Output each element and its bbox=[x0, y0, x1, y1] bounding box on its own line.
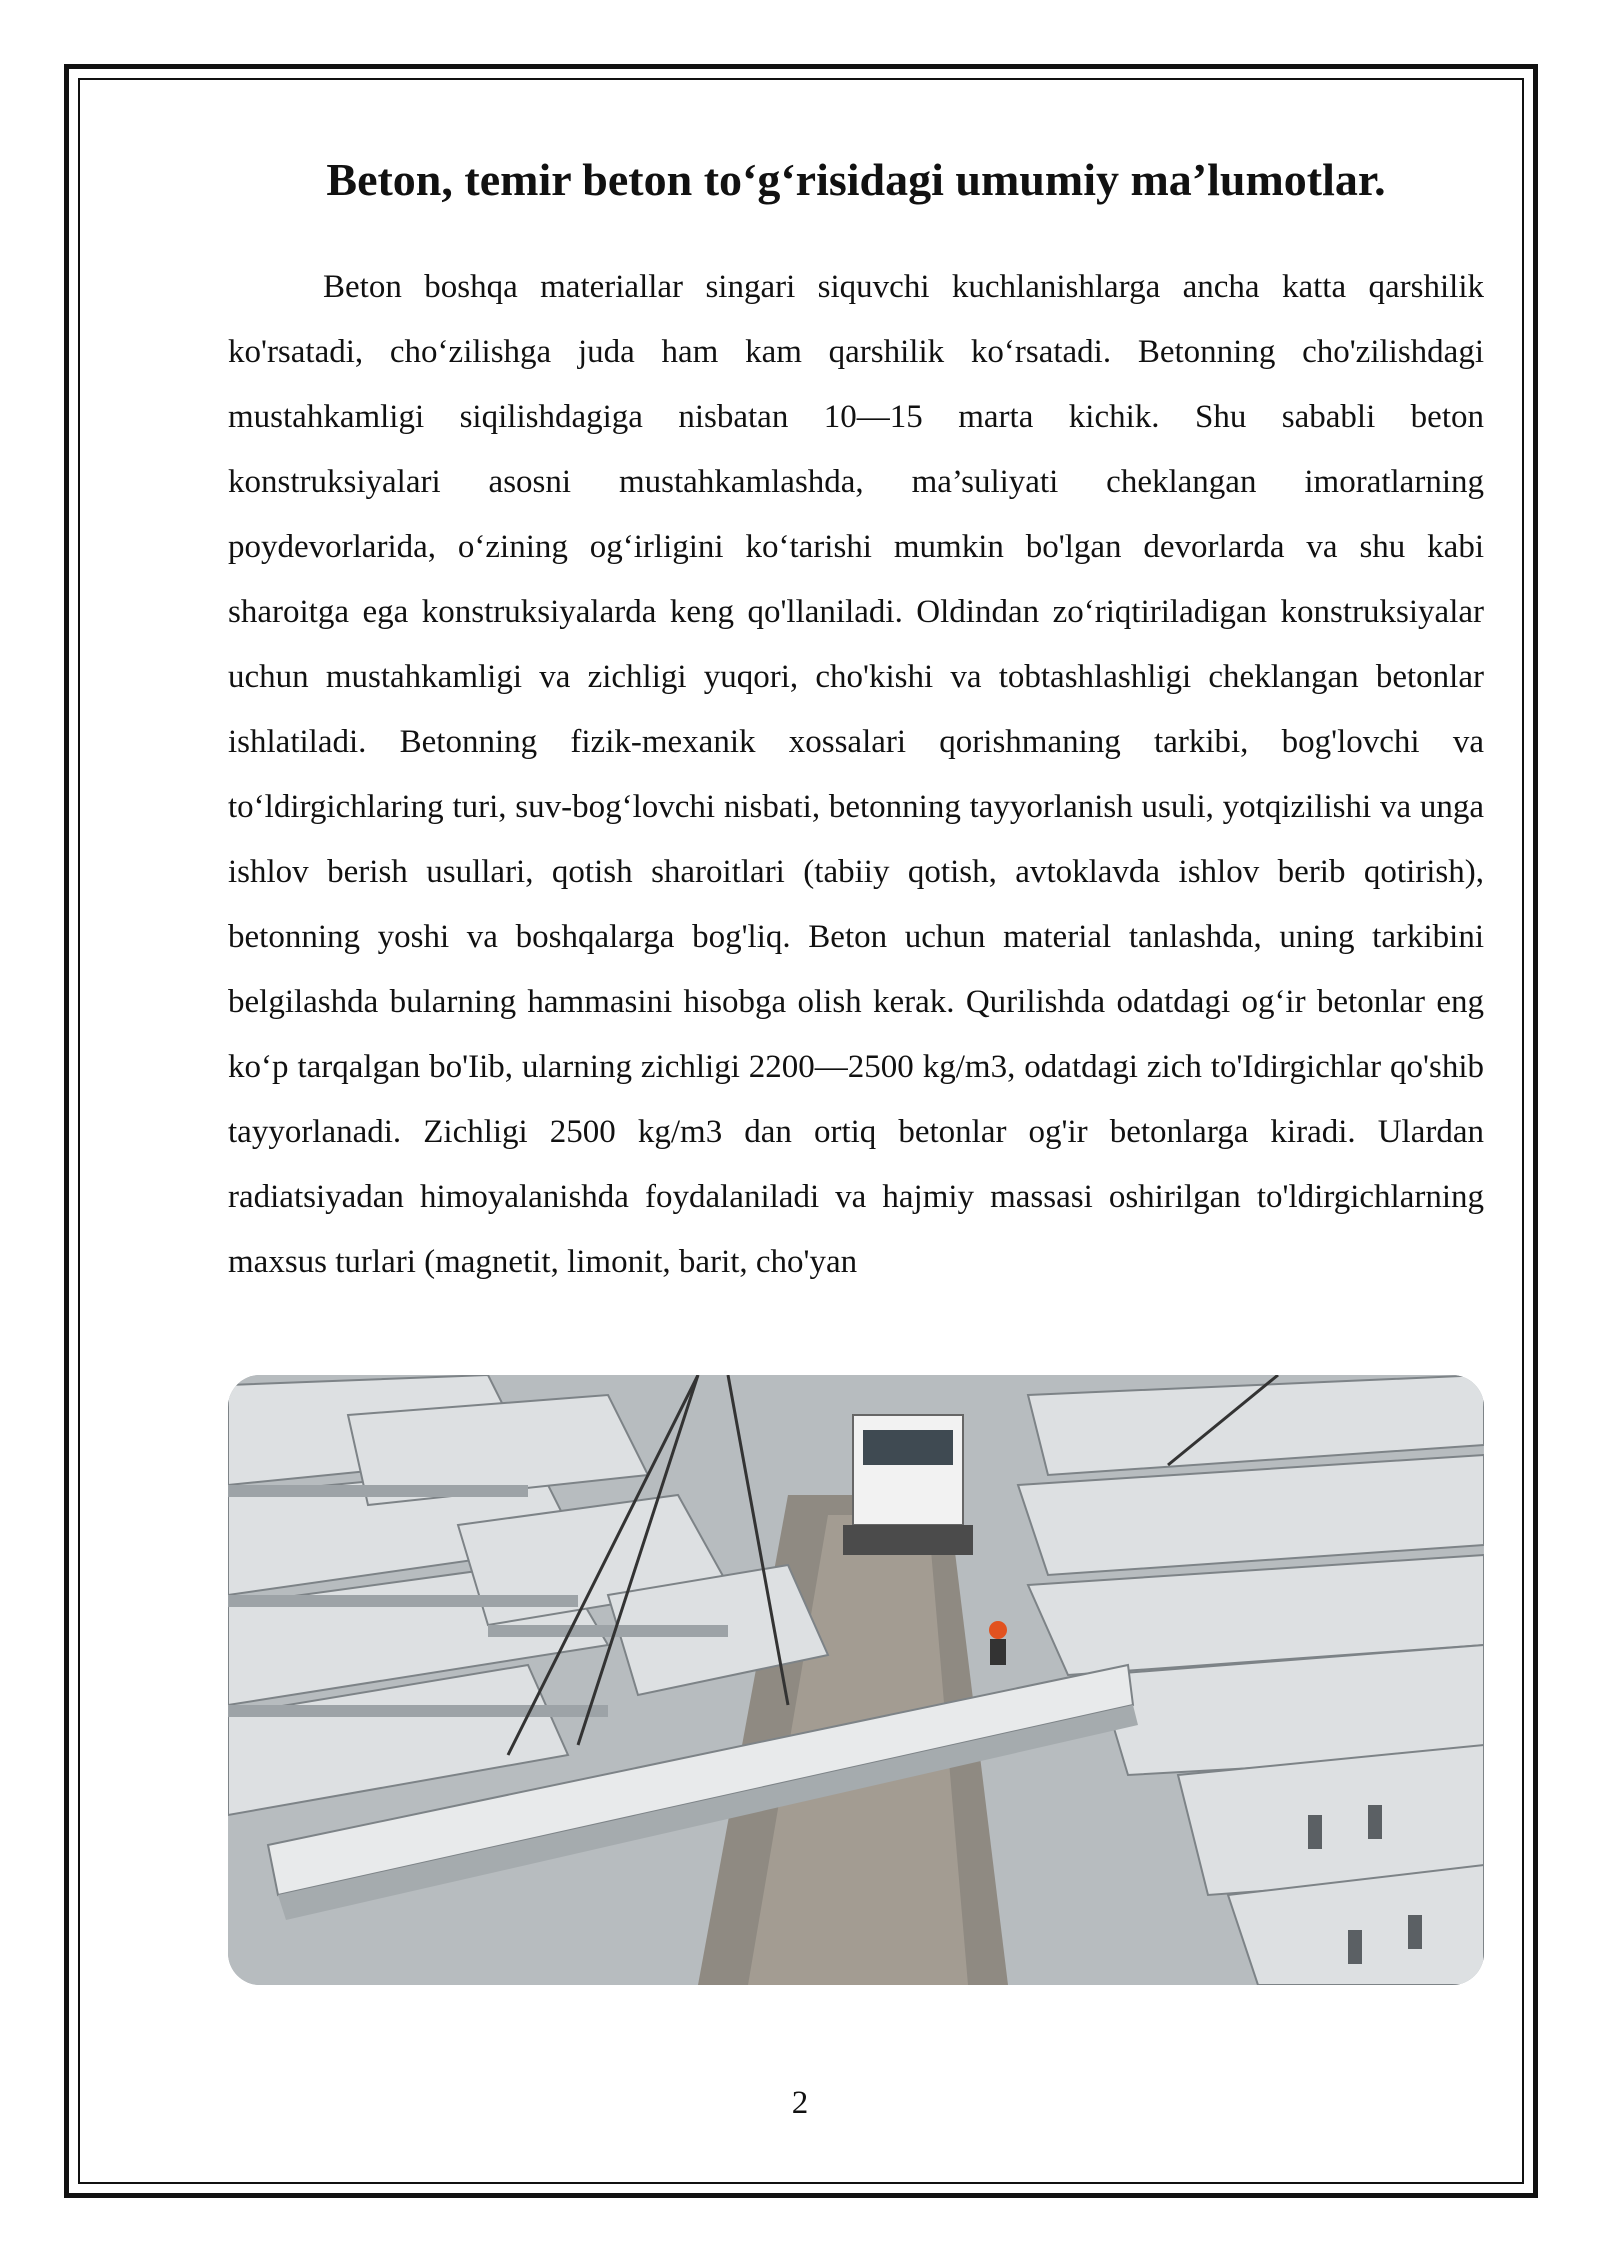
page-number: 2 bbox=[791, 2085, 809, 2121]
page-title: Beton, temir beton to‘g‘risidagi umumiy ma’lumotlar. bbox=[326, 154, 1386, 205]
precast-concrete-yard-photo bbox=[228, 1375, 1484, 1985]
construction-photo-icon bbox=[228, 1375, 1484, 1985]
body-paragraph: Beton boshqa materiallar singari siquvchi kuchlanishlarga ancha katta qarshilik ko'rsatadi, cho‘zilishga juda ham kam qarshilik ko‘rsatadi. Betonning cho'zilishdagi mustahkamligi siqilishdagiga nisbatan 10—15 marta kichik. Shu sababli beton konstruksiyalari asosni mustahkamlashda, ma’suliyati cheklangan imoratlarning poydevorlarida, o‘zining og‘irligini ko‘tarishi mumkin bo'lgan devorlarda va shu kabi sharoitga ega konstruksiyalarda keng qo'llaniladi. Oldindan zo‘riqtiriladigan konstruksiyalar uchun mustahkamligi va zichligi yuqori, cho'kishi va tobtashlashligi cheklangan betonlar ishlatiladi. Betonning fizik-mexanik xossalari qorishmaning tarkibi, bog'lovchi va to‘ldirgichlaring turi, suv-bog‘lovchi nisbati, betonning tayyorlanish usuli, yotqizilishi va unga ishlov berish usullari, qotish sharoitlari (tabiiy qotish, avtoklavda ishlov berib qotirish), betonning yoshi va boshqalarga bog'liq. Beton uchun material tanlashda, uning tarkibini belgilashda bularning hammasini hisobga olish kerak. Qurilishda odatdagi og‘ir betonlar eng ko‘p tarqalgan bo'Iib, ularning zichligi 2200—2500 kg/m3, odatdagi zich to'Idirgichlar qo'shib tayyorlanadi. Zichligi 2500 kg/m3 dan ortiq betonlar og'ir betonlarga kiradi. Ulardan radiatsiyadan himoyalanishda foydalaniladi va hajmiy massasi oshirilgan to'ldirgichlarning maxsus turlari (magnetit, limonit, barit, cho'yan bbox=[228, 269, 1484, 1280]
